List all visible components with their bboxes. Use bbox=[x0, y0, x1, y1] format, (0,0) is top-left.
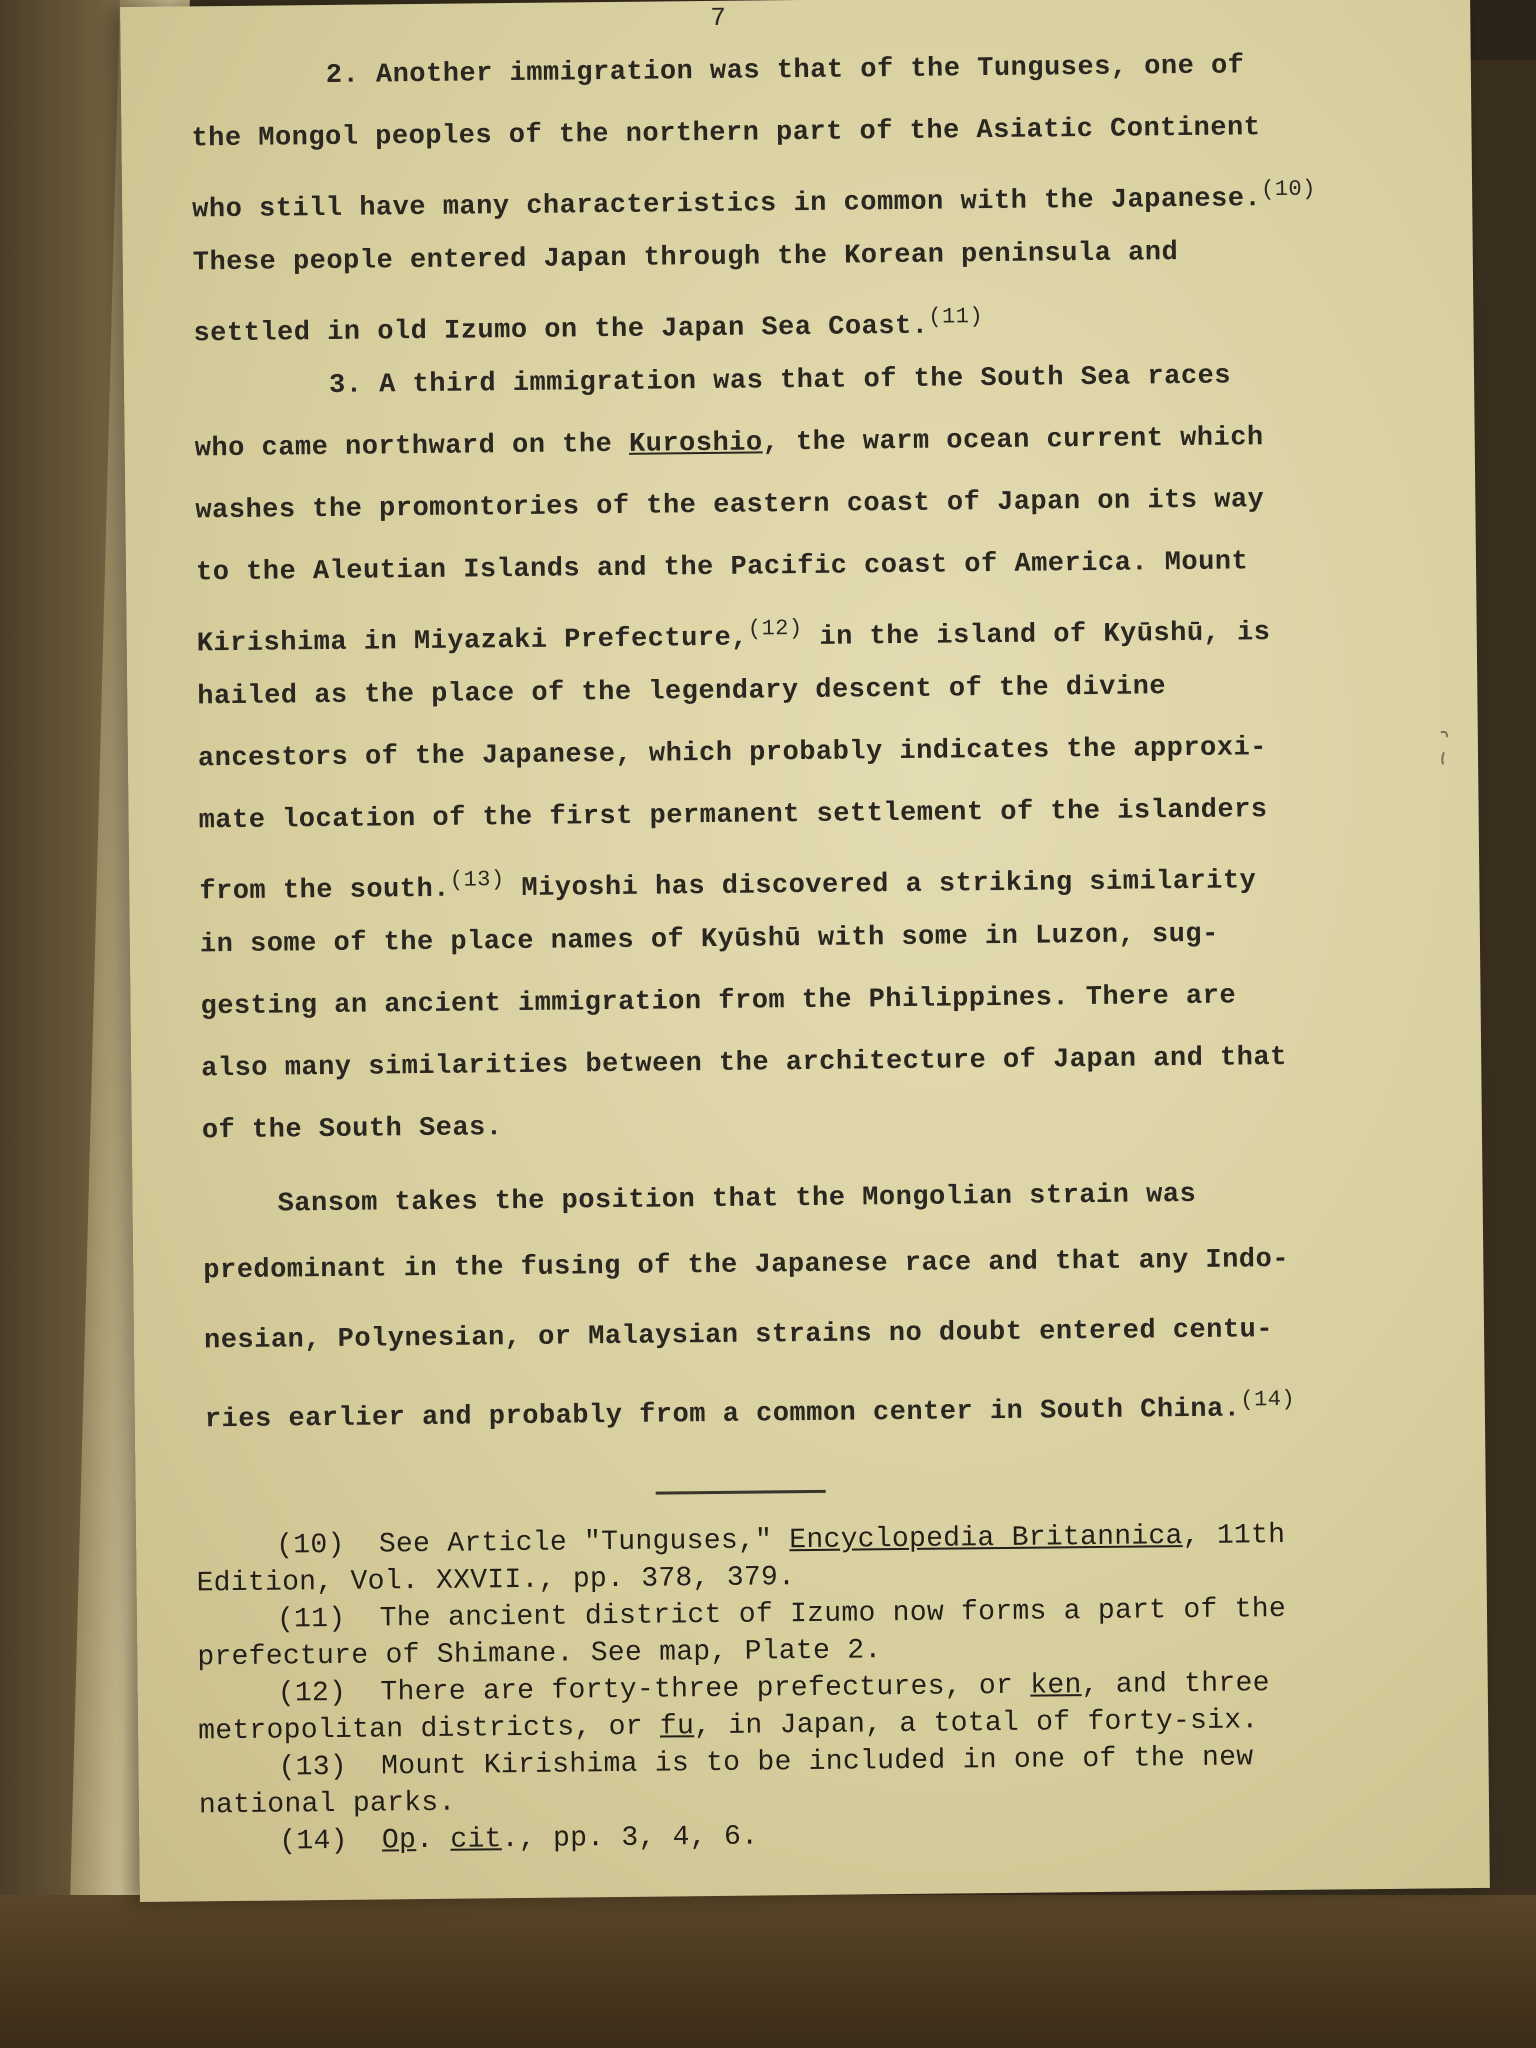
text-line: nesian, Polynesian, or Malaysian strains no doubt entered centu- bbox=[203, 1315, 1274, 1357]
text-line: of the South Seas. bbox=[201, 1113, 503, 1147]
footnote-11-cont: prefecture of Shimane. See map, Plate 2. bbox=[197, 1635, 882, 1674]
text-line: predominant in the fusing of the Japanese race and that any Indo- bbox=[203, 1244, 1290, 1287]
margin-pencil-mark bbox=[1438, 728, 1452, 775]
table-surface bbox=[0, 1895, 1536, 2048]
footnotes bbox=[196, 1515, 1449, 1861]
footnote-ref-14: (14) bbox=[1240, 1386, 1296, 1413]
text-line: Sansom takes the position that the Mongolian strain was bbox=[277, 1179, 1197, 1220]
text-line: the Mongol peoples of the northern part of the Asiatic Continent bbox=[191, 113, 1261, 155]
footnote-ref-11: (11) bbox=[928, 304, 984, 330]
pencil-mark-icon bbox=[1438, 728, 1452, 768]
footnote-13-cont: national parks. bbox=[198, 1787, 456, 1822]
text-line: to the Aleutian Islands and the Pacific coast of America. Mount bbox=[195, 547, 1249, 589]
text-line: who still have many characteristics in common with the Japanese.$^{(10)}$ bbox=[192, 176, 1316, 226]
footnote-12-cont: metropolitan districts, or fu, in Japan, a total of forty-six. bbox=[198, 1705, 1259, 1748]
text-line: from the south.$^{(13)}$ Miyoshi has discovered a striking similarity bbox=[199, 866, 1257, 908]
text-line: in some of the place names of Kyūshū with some in Luzon, sug- bbox=[199, 919, 1219, 961]
page-number: 7 bbox=[710, 2, 727, 33]
kuroshio-term: Kuroshio bbox=[628, 428, 763, 460]
footnote-ref-10: (10) bbox=[1260, 176, 1316, 203]
text-line: mate location of the first permanent settlement of the islanders bbox=[198, 795, 1268, 837]
footnote-10: (10) See Article "Tunguses," Encyclopedia Britannica, 11th bbox=[276, 1520, 1286, 1562]
footnote-11: (11) The ancient district of Izumo now forms a part of the bbox=[276, 1593, 1287, 1636]
footnote-ref-13: (13) bbox=[449, 867, 505, 893]
typewritten-page bbox=[120, 0, 1490, 1902]
footnote-12: (12) There are forty-three prefectures, or ken, and three bbox=[277, 1668, 1270, 1710]
text-line: washes the promontories of the eastern coast of Japan on its way bbox=[195, 485, 1265, 527]
text-line: hailed as the place of the legendary descent of the divine bbox=[197, 672, 1167, 713]
text-line: settled in old Izumo on the Japan Sea Coast.$^{(11)}$ bbox=[193, 304, 984, 350]
text-line: also many similarities between the architecture of Japan and that bbox=[201, 1042, 1288, 1085]
text-line: These people entered Japan through the Korean peninsula and bbox=[192, 238, 1179, 279]
footnote-14: (14) Op. cit., pp. 3, 4, 6. bbox=[279, 1821, 759, 1858]
text-line: ries earlier and probably from a common center in South China.$^{(14)}$ bbox=[204, 1386, 1296, 1436]
text-line: who came northward on the Kuroshio, the warm ocean current which bbox=[194, 423, 1264, 465]
text-line: 3. A third immigration was that of the South Sea races bbox=[328, 361, 1232, 401]
text-line: 2. Another immigration was that of the Tunguses, one of bbox=[325, 51, 1245, 91]
text-line: ancestors of the Japanese, which probably indicates the approxi- bbox=[197, 733, 1268, 775]
text-line: Kirishima in Miyazaki Prefecture,$^{(12)}$ in the island of Kyūshū, is bbox=[196, 616, 1271, 660]
footnote-separator bbox=[656, 1490, 826, 1495]
footnote-ref-12: (12) bbox=[747, 616, 803, 642]
background-corner bbox=[1466, 0, 1536, 60]
body-text bbox=[191, 34, 1436, 1447]
footnote-13: (13) Mount Kirishima is to be included in one of the new bbox=[278, 1742, 1254, 1784]
footnote-10-cont: Edition, Vol. XXVII., pp. 378, 379. bbox=[196, 1562, 796, 1600]
text-line: gesting an ancient immigration from the Philippines. There are bbox=[200, 981, 1237, 1023]
